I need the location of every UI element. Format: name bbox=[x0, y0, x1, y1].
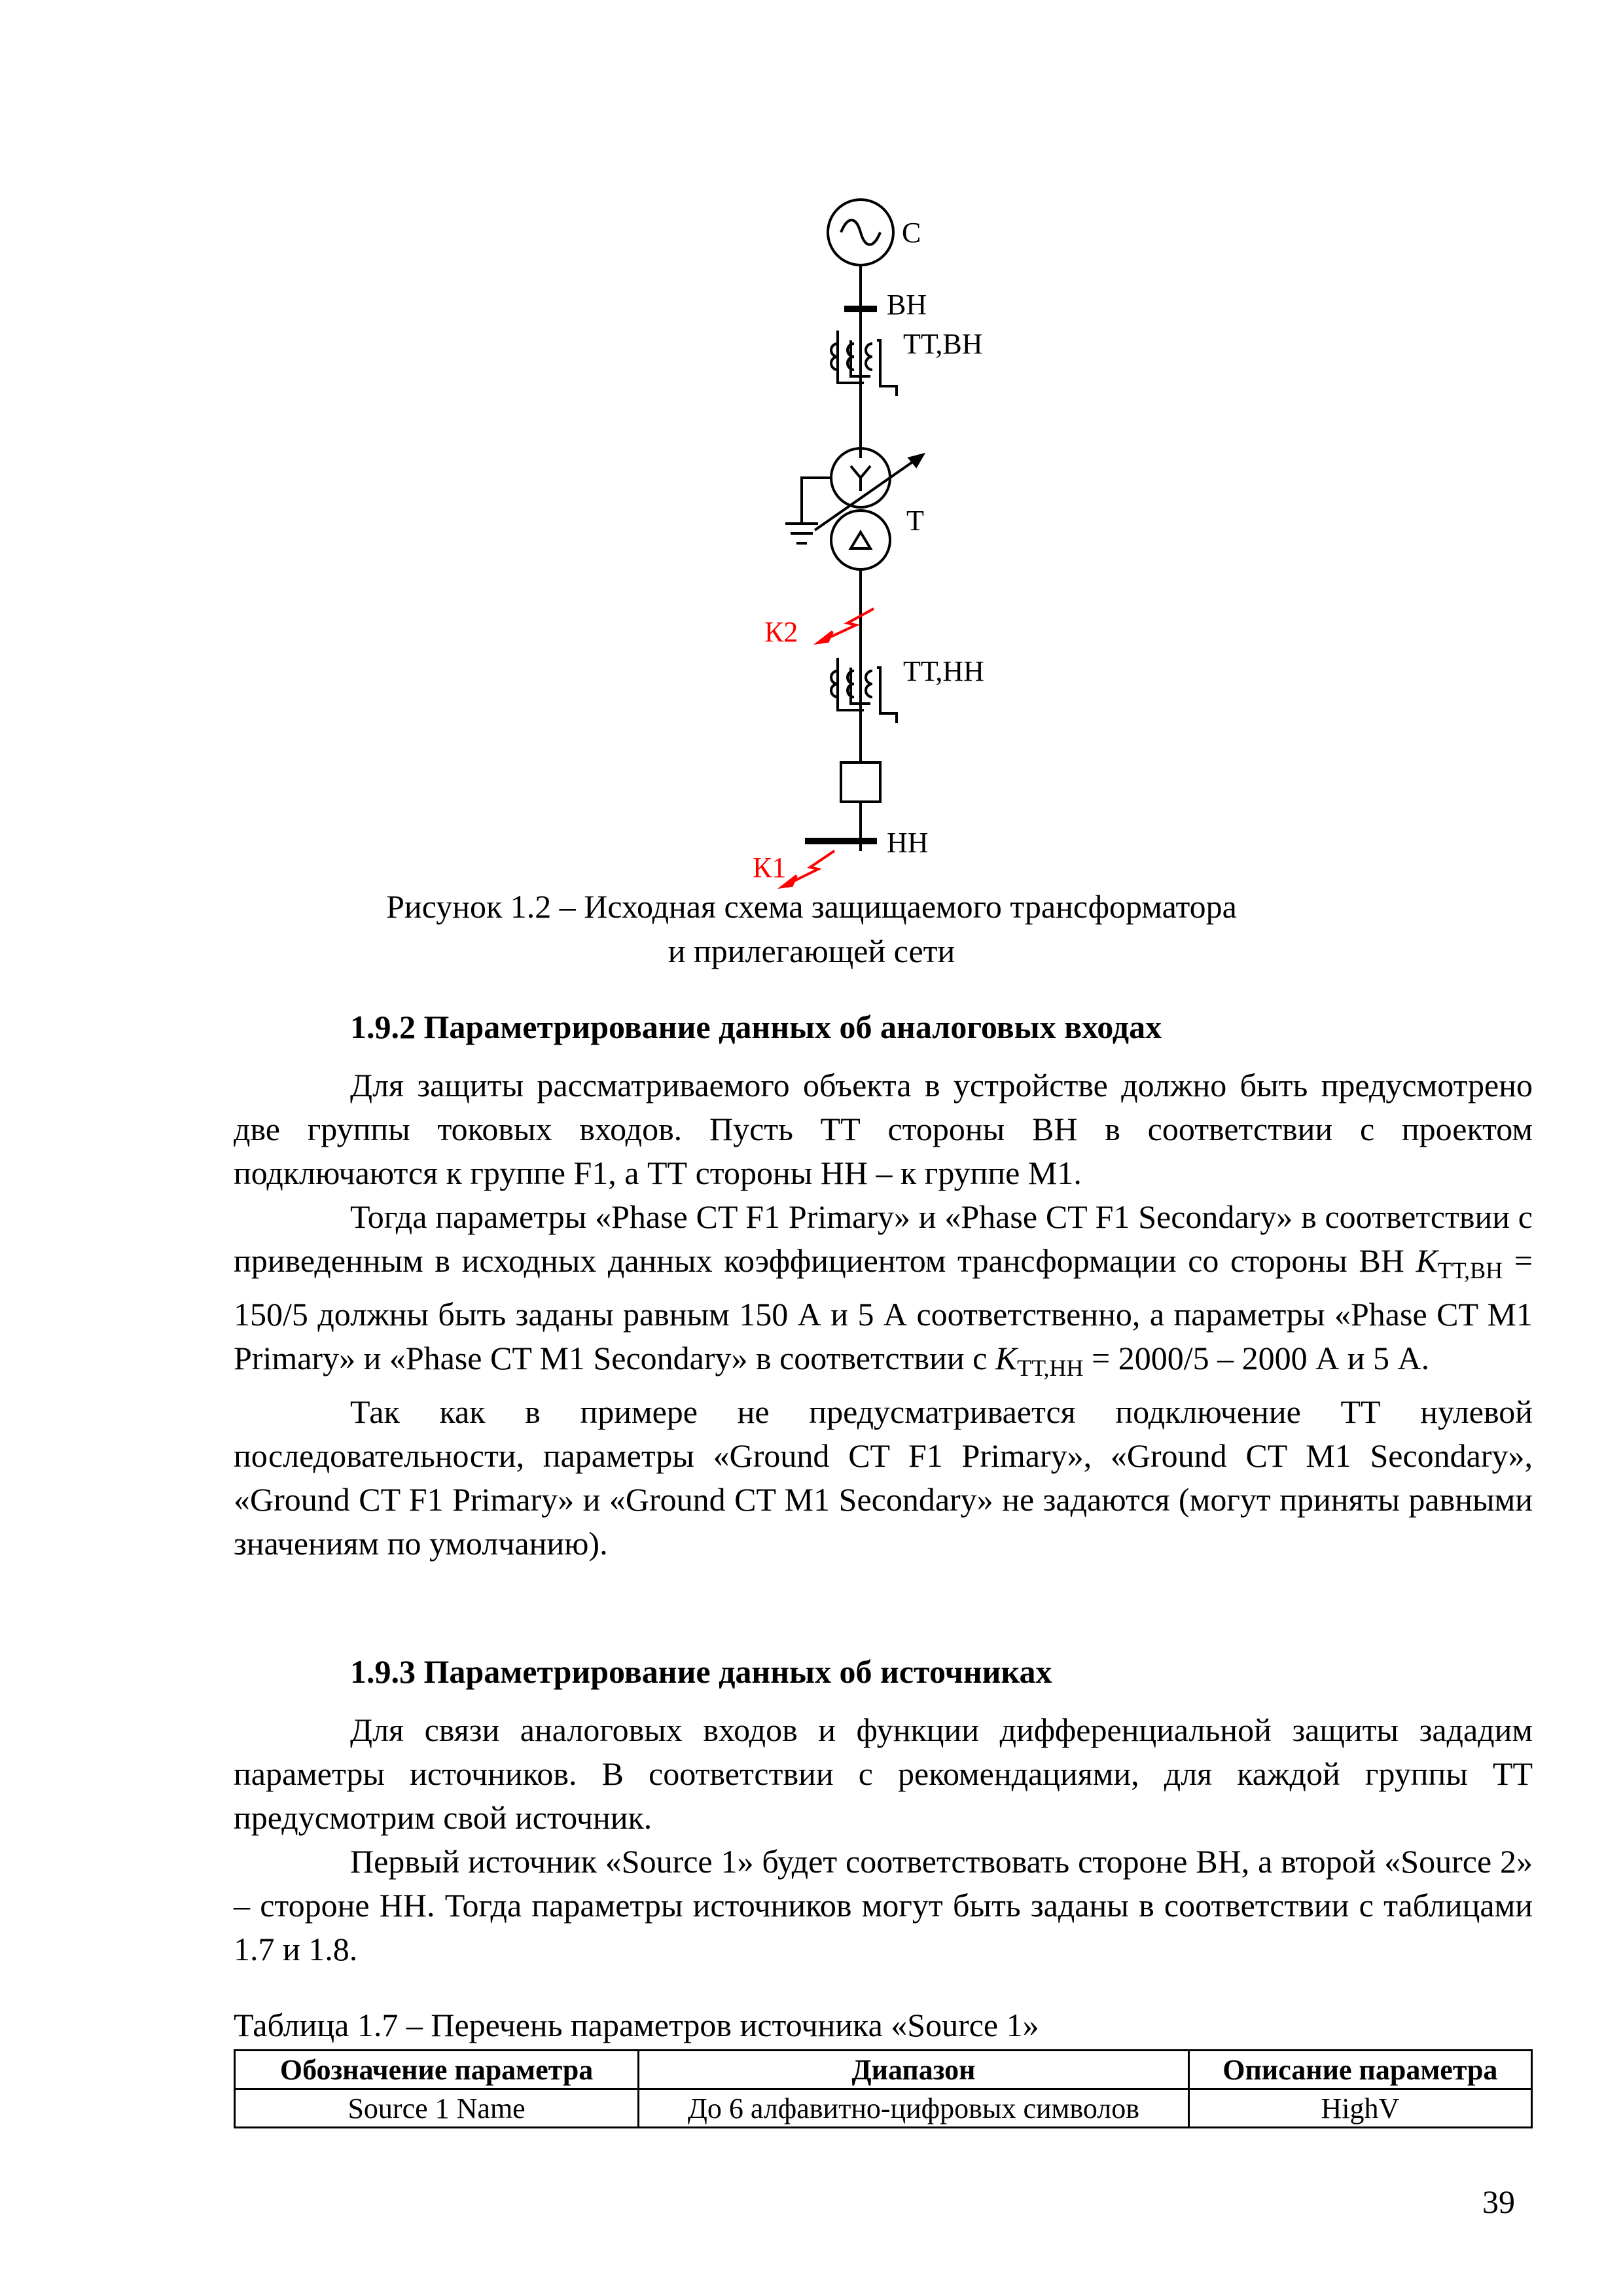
ct-lv-symbol bbox=[831, 658, 897, 723]
paragraph: Для защиты рассматриваемого объекта в устройстве должно быть предусмотрено две группы токовых входов. Пусть ТТ стороны ВН в соответствии с проектом подключаются к группе F1, а ТТ стороны НН – к группе M1. bbox=[234, 1067, 1533, 1191]
label-bus-lv: НН bbox=[887, 827, 929, 859]
table-caption: Таблица 1.7 – Перечень параметров источника «Source 1» bbox=[234, 2007, 1039, 2043]
breaker-symbol bbox=[841, 762, 880, 802]
delta-icon bbox=[851, 532, 870, 548]
transformer-schematic bbox=[687, 183, 1093, 903]
label-fault-k1: К1 bbox=[753, 852, 787, 884]
paragraph: Тогда параметры «Phase CT F1 Primary» и «Phase CT F1 Secondary» в соответствии с приведенным в исходных данных коэффициентом трансформации со стороны ВН $K_{ТТ,ВН} = 150/5$ должны быть заданы равным 150 А и 5 А соответственно, а параметры «Phase CT M1 Primary» и «Phase CT M1 Secondary» в соответствии с $K_{ТТ,НН} = 2000/5 - 2000$ А и 5 А. bbox=[234, 1198, 1533, 1381]
paragraph: Для связи аналоговых входов и функции дифференциальной защиты зададим параметры источников. В соответствии с рекомендациями, для каждой группы ТТ предусмотрим свой источник. bbox=[234, 1712, 1533, 1836]
label-ct-hv: ТТ,ВН bbox=[903, 328, 983, 360]
transformer-winding-lv bbox=[831, 511, 890, 569]
label-fault-k2: К2 bbox=[764, 616, 798, 648]
page-number: 39 bbox=[1482, 2183, 1515, 2220]
paragraph: Так как в примере не предусматривается подключение ТТ нулевой последовательности, параметры «Ground CT F1 Primary», «Ground CT M1 Secondary», «Ground CT F1 Primary» и «Ground CT M1 Secondary» не задаются (могут приняты равными значениям по умолчанию). bbox=[234, 1393, 1533, 1562]
table-row bbox=[235, 2089, 1532, 2128]
star-icon bbox=[851, 466, 870, 491]
figure-caption-line2: и прилегающей сети bbox=[668, 933, 955, 969]
ct-hv-symbol bbox=[831, 331, 897, 396]
sine-icon bbox=[841, 220, 880, 245]
ground-icon bbox=[785, 478, 831, 543]
label-bus-hv: ВН bbox=[887, 289, 927, 321]
table-cell: До 6 алфавитно-цифровых символов bbox=[639, 2089, 1189, 2128]
section-heading-192: 1.9.2 Параметрирование данных об аналоговых входах bbox=[350, 1009, 1162, 1045]
table-header-cell: Диапазон bbox=[639, 2051, 1189, 2089]
paragraph: Первый источник «Source 1» будет соответствовать стороне ВН, а второй «Source 2» – стороне НН. Тогда параметры источников могут быть заданы в соответствии с таблицами 1.7 и 1.8. bbox=[234, 1843, 1533, 1967]
section-193-body bbox=[234, 1708, 1533, 1971]
table-header-row bbox=[235, 2051, 1532, 2089]
figure-caption-line1: Рисунок 1.2 – Исходная схема защищаемого трансформатора bbox=[386, 888, 1237, 925]
table-cell: HighV bbox=[1188, 2089, 1531, 2128]
label-transformer: Т bbox=[906, 505, 924, 537]
table-header-cell: Обозначение параметра bbox=[235, 2051, 639, 2089]
section-heading-193: 1.9.3 Параметрирование данных об источниках bbox=[350, 1653, 1052, 1690]
table-header-cell: Описание параметра bbox=[1188, 2051, 1531, 2089]
parameters-table bbox=[234, 2049, 1533, 2128]
table-cell: Source 1 Name bbox=[235, 2089, 639, 2128]
section-192-body bbox=[234, 1064, 1533, 1566]
label-source: C bbox=[902, 217, 921, 249]
label-ct-lv: ТТ,НН bbox=[903, 655, 984, 687]
